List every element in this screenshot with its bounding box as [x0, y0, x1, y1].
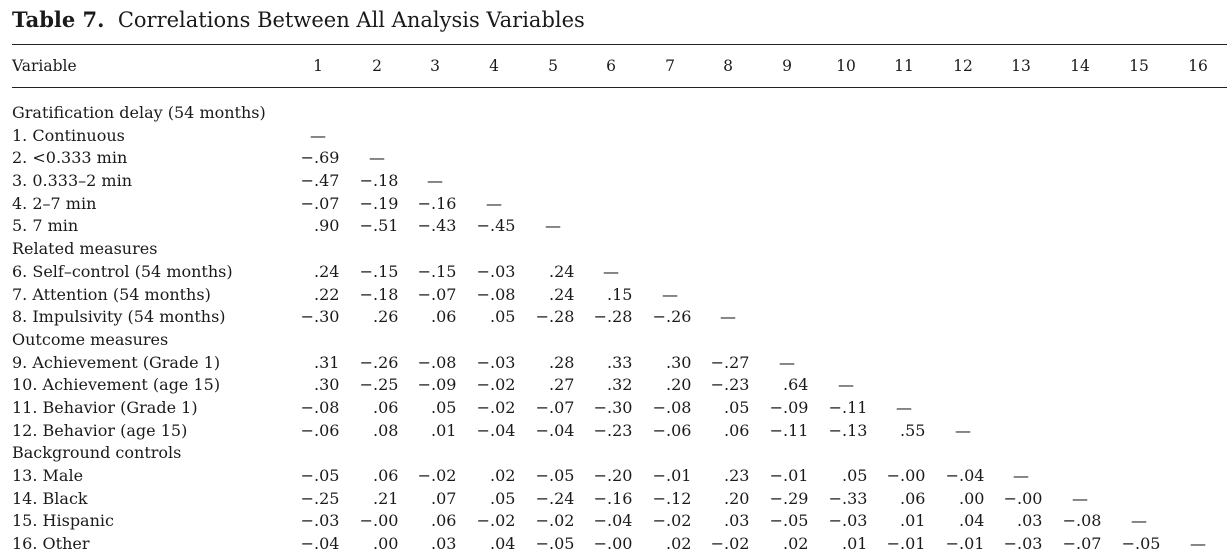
column-header-15: 15 — [1129, 57, 1149, 75]
table-row — [0, 261, 1227, 284]
correlation-cell: −.08 — [476, 284, 516, 304]
correlation-cell: .01 — [900, 511, 926, 531]
table-row — [0, 510, 1227, 533]
column-header-12: 12 — [953, 57, 973, 75]
correlation-cell: −.03 — [300, 511, 340, 531]
variable-label: 8. Impulsivity (54 months) — [12, 307, 226, 327]
correlation-cell: −.05 — [300, 466, 340, 485]
correlation-cell: −.33 — [828, 488, 868, 508]
correlation-cell: −.05 — [535, 466, 575, 485]
correlation-cell: −.43 — [417, 216, 457, 236]
correlation-cell: .28 — [549, 352, 575, 372]
correlation-cell: −.08 — [1062, 511, 1102, 531]
correlation-cell: .03 — [431, 534, 457, 554]
correlation-cell: −.15 — [359, 261, 399, 281]
table-row — [0, 397, 1227, 420]
correlation-cell: −.23 — [593, 420, 633, 440]
correlation-cell: — — [1072, 488, 1088, 508]
correlation-cell: −.00 — [1003, 488, 1043, 508]
correlation-cell: .15 — [607, 284, 633, 304]
column-header-3: 3 — [430, 57, 440, 75]
correlation-cell: .05 — [431, 397, 457, 417]
correlation-cell: .00 — [959, 488, 985, 508]
correlation-cell: −.08 — [300, 397, 340, 417]
correlation-cell: .06 — [373, 466, 399, 485]
table-row — [0, 465, 1227, 488]
correlation-cell: −.69 — [300, 148, 340, 168]
table-caption: Correlations Between All Analysis Variables — [117, 8, 585, 32]
section-label: Outcome measures — [12, 329, 169, 349]
correlation-cell: −.02 — [417, 466, 457, 485]
correlation-cell: −.02 — [476, 397, 516, 417]
column-header-9: 9 — [782, 57, 792, 75]
correlation-cell: .04 — [959, 511, 985, 531]
table-row — [0, 533, 1227, 556]
correlation-cell: — — [896, 397, 912, 417]
correlation-cell: — — [720, 307, 736, 327]
column-header-7: 7 — [665, 57, 675, 75]
correlation-cell: −.26 — [359, 352, 399, 372]
column-header-14: 14 — [1070, 57, 1090, 75]
table-row — [0, 215, 1227, 238]
correlation-cell: — — [545, 216, 561, 236]
correlation-cell: −.47 — [300, 171, 340, 191]
section-label: Background controls — [12, 443, 182, 463]
correlation-cell: −.01 — [652, 466, 692, 485]
correlation-cell: .24 — [549, 284, 575, 304]
section-row — [0, 329, 1227, 352]
correlation-cell: −.00 — [886, 466, 926, 485]
correlation-cell: .06 — [431, 511, 457, 531]
table-title — [12, 6, 585, 34]
correlation-cell: −.09 — [769, 397, 809, 417]
correlation-cell: .64 — [783, 375, 809, 395]
correlation-cell: −.05 — [535, 534, 575, 554]
correlation-cell: −.02 — [476, 375, 516, 395]
correlation-cell: — — [955, 420, 971, 440]
correlation-cell: .05 — [724, 397, 750, 417]
variable-label: 6. Self–control (54 months) — [12, 261, 233, 281]
correlation-cell: −.06 — [652, 420, 692, 440]
correlation-cell: −.06 — [300, 420, 340, 440]
correlation-cell: .21 — [373, 488, 399, 508]
correlation-cell: −.01 — [769, 466, 809, 485]
variable-label: 9. Achievement (Grade 1) — [12, 352, 221, 372]
correlation-cell: — — [779, 352, 795, 372]
correlation-cell: .06 — [373, 397, 399, 417]
variable-label: 2. <0.333 min — [12, 148, 128, 168]
variable-label: 1. Continuous — [12, 125, 125, 145]
correlation-cell: .03 — [1017, 511, 1043, 531]
correlation-cell: −.05 — [1121, 534, 1161, 554]
variable-label: 7. Attention (54 months) — [12, 284, 211, 304]
correlation-cell: — — [1013, 466, 1029, 485]
correlation-cell: −.08 — [417, 352, 457, 372]
correlation-cell: −.28 — [535, 307, 575, 327]
table-row — [0, 193, 1227, 216]
correlation-cell: −.11 — [828, 397, 868, 417]
column-header-1: 1 — [313, 57, 323, 75]
correlation-cell: −.18 — [359, 284, 399, 304]
correlation-cell: −.03 — [1003, 534, 1043, 554]
correlation-cell: −.19 — [359, 193, 399, 213]
table-row — [0, 374, 1227, 397]
correlation-cell: — — [603, 261, 619, 281]
column-header-8: 8 — [723, 57, 733, 75]
section-label: Related measures — [12, 239, 158, 259]
correlation-cell: −.07 — [535, 397, 575, 417]
correlation-cell: −.15 — [417, 261, 457, 281]
correlation-cell: .08 — [373, 420, 399, 440]
column-header-10: 10 — [836, 57, 856, 75]
correlation-cell: −.07 — [1062, 534, 1102, 554]
correlation-cell: −.04 — [300, 534, 340, 554]
section-row — [0, 102, 1227, 125]
column-header-2: 2 — [372, 57, 382, 75]
correlation-cell: .02 — [783, 534, 809, 554]
section-row — [0, 238, 1227, 261]
section-row — [0, 442, 1227, 465]
variable-label: 13. Male — [12, 466, 84, 485]
correlation-cell: −.09 — [417, 375, 457, 395]
variable-column-header: Variable — [12, 57, 77, 75]
table-row — [0, 420, 1227, 443]
header-rule — [12, 87, 1227, 88]
correlation-cell: .06 — [724, 420, 750, 440]
column-header-row — [0, 55, 1227, 77]
correlation-cell: −.29 — [769, 488, 809, 508]
table-row — [0, 170, 1227, 193]
correlation-cell: .22 — [314, 284, 340, 304]
correlation-cell: — — [1131, 511, 1147, 531]
table-row — [0, 306, 1227, 329]
section-label: Gratification delay (54 months) — [12, 103, 266, 122]
variable-label: 16. Other — [12, 534, 90, 554]
correlation-cell: .30 — [666, 352, 692, 372]
correlation-cell: −.30 — [593, 397, 633, 417]
correlation-cell: .24 — [314, 261, 340, 281]
correlation-cell: .20 — [724, 488, 750, 508]
correlation-cell: −.28 — [593, 307, 633, 327]
correlation-cell: .24 — [549, 261, 575, 281]
variable-label: 10. Achievement (age 15) — [12, 375, 221, 395]
correlation-cell: .05 — [842, 466, 868, 485]
table-row — [0, 488, 1227, 511]
variable-label: 3. 0.333–2 min — [12, 171, 133, 191]
column-header-11: 11 — [894, 57, 914, 75]
correlation-cell: .07 — [431, 488, 457, 508]
correlation-cell: −.04 — [535, 420, 575, 440]
variable-label: 15. Hispanic — [12, 511, 114, 531]
correlation-cell: −.16 — [417, 193, 457, 213]
correlation-cell: .30 — [314, 375, 340, 395]
correlation-cell: −.04 — [476, 420, 516, 440]
correlation-cell: −.07 — [300, 193, 340, 213]
correlation-cell: .05 — [490, 307, 516, 327]
correlation-cell: — — [486, 193, 502, 213]
correlation-cell: .33 — [607, 352, 633, 372]
correlation-cell: −.08 — [652, 397, 692, 417]
correlation-cell: .03 — [724, 511, 750, 531]
table-row — [0, 284, 1227, 307]
correlation-cell: −.20 — [593, 466, 633, 485]
correlation-cell: −.02 — [710, 534, 750, 554]
correlation-cell: — — [369, 148, 385, 168]
correlation-cell: −.00 — [593, 534, 633, 554]
correlation-cell: .02 — [490, 466, 516, 485]
table-row — [0, 125, 1227, 148]
correlation-cell: .01 — [431, 420, 457, 440]
correlation-cell: −.16 — [593, 488, 633, 508]
correlation-cell: −.18 — [359, 171, 399, 191]
correlation-cell: — — [662, 284, 678, 304]
variable-label: 5. 7 min — [12, 216, 79, 236]
correlation-cell: .27 — [549, 375, 575, 395]
variable-label: 14. Black — [12, 488, 88, 508]
correlation-cell: .04 — [490, 534, 516, 554]
correlation-cell: .06 — [431, 307, 457, 327]
correlation-cell: −.23 — [710, 375, 750, 395]
correlation-cell: −.12 — [652, 488, 692, 508]
correlation-cell: −.04 — [945, 466, 985, 485]
correlation-cell: −.27 — [710, 352, 750, 372]
correlation-cell: .02 — [666, 534, 692, 554]
variable-label: 12. Behavior (age 15) — [12, 420, 188, 440]
correlation-cell: −.02 — [535, 511, 575, 531]
correlation-cell: −.03 — [476, 352, 516, 372]
correlation-cell: .55 — [900, 420, 926, 440]
correlation-cell: −.13 — [828, 420, 868, 440]
correlation-cell: — — [838, 375, 854, 395]
column-header-13: 13 — [1011, 57, 1031, 75]
correlation-cell: .23 — [724, 466, 750, 485]
correlation-cell: .32 — [607, 375, 633, 395]
correlation-cell: −.02 — [476, 511, 516, 531]
correlation-cell: .00 — [373, 534, 399, 554]
correlation-cell: −.02 — [652, 511, 692, 531]
correlation-cell: .06 — [900, 488, 926, 508]
column-header-5: 5 — [548, 57, 558, 75]
column-header-4: 4 — [489, 57, 499, 75]
correlation-cell: .01 — [842, 534, 868, 554]
correlation-cell: .20 — [666, 375, 692, 395]
correlation-cell: −.05 — [769, 511, 809, 531]
correlation-cell: .90 — [314, 216, 340, 236]
correlation-cell: — — [1190, 534, 1206, 554]
correlation-cell: −.03 — [828, 511, 868, 531]
variable-label: 11. Behavior (Grade 1) — [12, 397, 198, 417]
table-body — [0, 102, 1227, 556]
correlation-cell: −.01 — [945, 534, 985, 554]
correlation-cell: −.00 — [359, 511, 399, 531]
correlation-cell: .26 — [373, 307, 399, 327]
correlation-cell: −.25 — [359, 375, 399, 395]
correlation-cell: — — [310, 125, 326, 145]
top-rule — [12, 44, 1227, 45]
correlation-cell: −.45 — [476, 216, 516, 236]
table-number: Table 7. — [12, 7, 105, 32]
column-header-6: 6 — [606, 57, 616, 75]
column-header-16: 16 — [1188, 57, 1208, 75]
variable-label: 4. 2–7 min — [12, 193, 97, 213]
correlation-cell: .31 — [314, 352, 340, 372]
correlation-cell: −.03 — [476, 261, 516, 281]
correlation-cell: — — [427, 171, 443, 191]
correlation-cell: −.24 — [535, 488, 575, 508]
table-row — [0, 147, 1227, 170]
correlation-cell: −.01 — [886, 534, 926, 554]
correlation-cell: −.25 — [300, 488, 340, 508]
correlation-cell: −.51 — [359, 216, 399, 236]
correlation-cell: −.11 — [769, 420, 809, 440]
correlation-cell: .05 — [490, 488, 516, 508]
correlation-cell: −.30 — [300, 307, 340, 327]
correlation-cell: −.04 — [593, 511, 633, 531]
correlation-cell: −.26 — [652, 307, 692, 327]
correlation-cell: −.07 — [417, 284, 457, 304]
table-row — [0, 352, 1227, 375]
